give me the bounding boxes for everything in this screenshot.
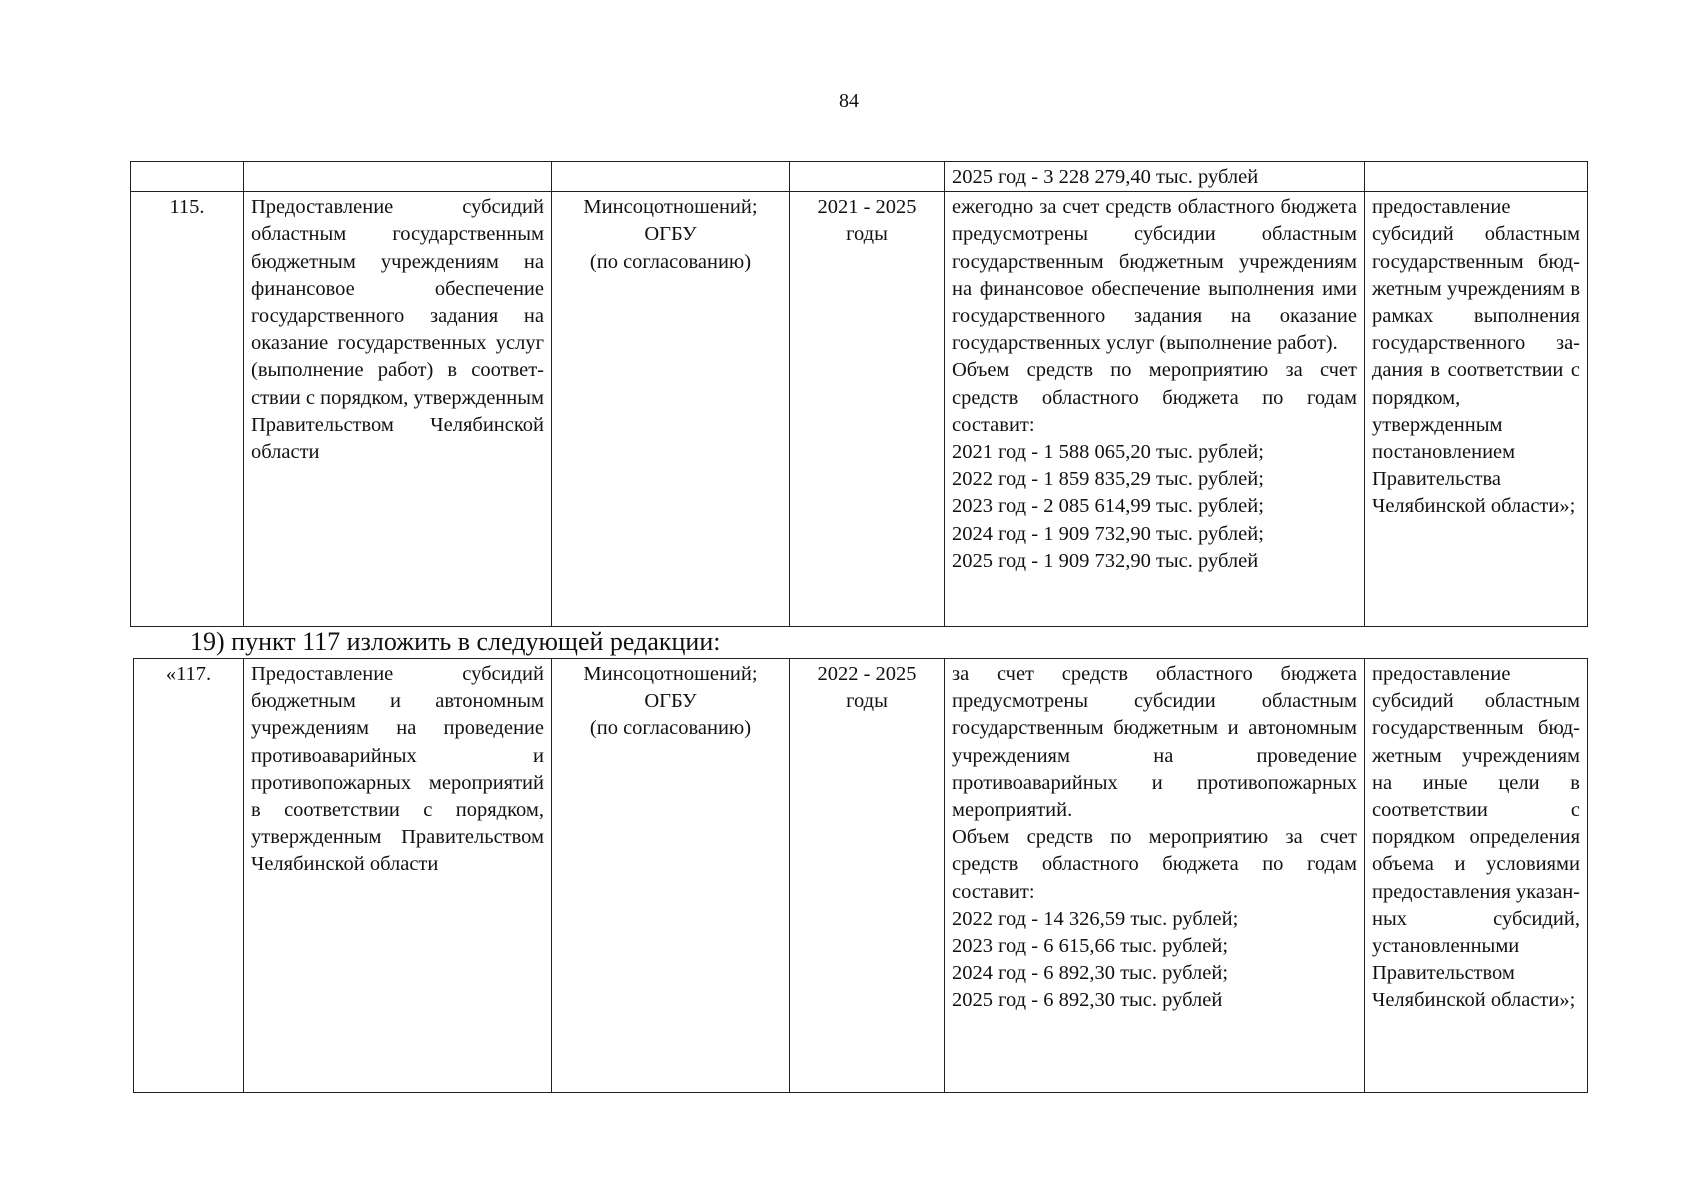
executor-cell bbox=[552, 192, 790, 627]
executor-line: Минсоцотношений; bbox=[583, 663, 758, 685]
period-line: 2022 - 2025 bbox=[817, 663, 917, 685]
cell-empty bbox=[790, 162, 945, 192]
cell-empty bbox=[131, 162, 244, 192]
expected-result: предоставление субсидий областным государственным бюджетным учреждениям в рамках выполнения государственного задания в соответствии с порядком, утвержденным постановлением Правительства Челябинской области»; bbox=[1365, 192, 1588, 627]
period-cell bbox=[790, 192, 945, 627]
financing-year: 2023 год - 6 615,66 тыс. рублей; bbox=[952, 935, 1229, 958]
page-number: 84 bbox=[839, 90, 859, 112]
financing-year: 2024 год - 6 892,30 тыс. рублей; bbox=[952, 962, 1229, 985]
table-row-115 bbox=[131, 192, 1588, 627]
period-cell bbox=[790, 659, 945, 1093]
financing-cell bbox=[945, 192, 1365, 627]
financing-volume: Объем средств по мероприятию за счет средств областного бюджета по годам составит: bbox=[952, 826, 1357, 903]
row-number: «117. bbox=[134, 659, 244, 1093]
measure-name: Предоставление субсидий областным государственным бюджетным учреждениям на финансовое обеспечение государственного задания на оказание государственных услуг (выполнение работ) в соответствии с порядком, утвержденным Правительством Челябинской области bbox=[244, 192, 552, 627]
expected-result: предоставление субсидий областным государственным бюджетным учреждениям на иные цели в соответствии с порядком определения объема и условиями предоставления указанных субсидий, установленными Правительством Челябинской области»; bbox=[1365, 659, 1588, 1093]
financing-text: за счет средств областного бюджета предусмотрены субсидии областным государственным бюджетным и автономным учреждениям на проведение противоаварийных и противопожарных мероприятий. bbox=[952, 663, 1357, 822]
executor-line: ОГБУ bbox=[644, 690, 697, 713]
carryover-financing: 2025 год - 3 228 279,40 тыс. рублей bbox=[945, 162, 1365, 192]
executor-line: (по согласованию) bbox=[589, 717, 752, 740]
financing-year: 2022 год - 1 859 835,29 тыс. рублей; bbox=[952, 468, 1264, 491]
table-row-117 bbox=[134, 659, 1588, 1093]
executor-line: Минсоцотношений; bbox=[583, 196, 758, 219]
table-row-carryover bbox=[131, 162, 1588, 192]
cell-empty bbox=[244, 162, 552, 192]
amendment-text: 19) пункт 117 изложить в следующей редакции: bbox=[190, 627, 721, 656]
executor-cell bbox=[552, 659, 790, 1093]
measures-table-new bbox=[133, 658, 1588, 1093]
financing-year: 2025 год - 6 892,30 тыс. рублей bbox=[952, 989, 1223, 1012]
financing-year: 2022 год - 14 326,59 тыс. рублей; bbox=[952, 907, 1239, 930]
financing-cell bbox=[945, 659, 1365, 1093]
financing-year: 2021 год - 1 588 065,20 тыс. рублей; bbox=[952, 441, 1264, 464]
financing-year: 2023 год - 2 085 614,99 тыс. рублей; bbox=[952, 495, 1264, 518]
period-line: годы bbox=[846, 223, 888, 246]
row-number: 115. bbox=[131, 192, 244, 627]
period-line: годы bbox=[846, 690, 888, 713]
executor-line: ОГБУ bbox=[644, 223, 697, 246]
cell-empty bbox=[1365, 162, 1588, 192]
financing-volume: Объем средств по мероприятию за счет средств областного бюджета по годам составит: bbox=[952, 359, 1357, 436]
measures-table-continued bbox=[130, 161, 1588, 627]
measure-name: Предоставление субсидий бюджетным и автономным учреждениям на проведение противоаварийных и противопожарных мероприятий в соответствии с порядком, утвержденным Правительством Челябинской области bbox=[244, 659, 552, 1093]
executor-line: (по согласованию) bbox=[589, 250, 752, 273]
period-line: 2021 - 2025 bbox=[817, 196, 917, 219]
financing-year: 2024 год - 1 909 732,90 тыс. рублей; bbox=[952, 522, 1264, 545]
financing-year: 2025 год - 1 909 732,90 тыс. рублей bbox=[952, 549, 1259, 572]
financing-text: ежегодно за счет средств областного бюджета предусмотрены субсидии областным государственным бюджетным учреждениям на финансовое обеспечение выполнения ими государственного задания на оказание государственных услуг (выполнение работ). bbox=[952, 196, 1357, 355]
cell-empty bbox=[552, 162, 790, 192]
